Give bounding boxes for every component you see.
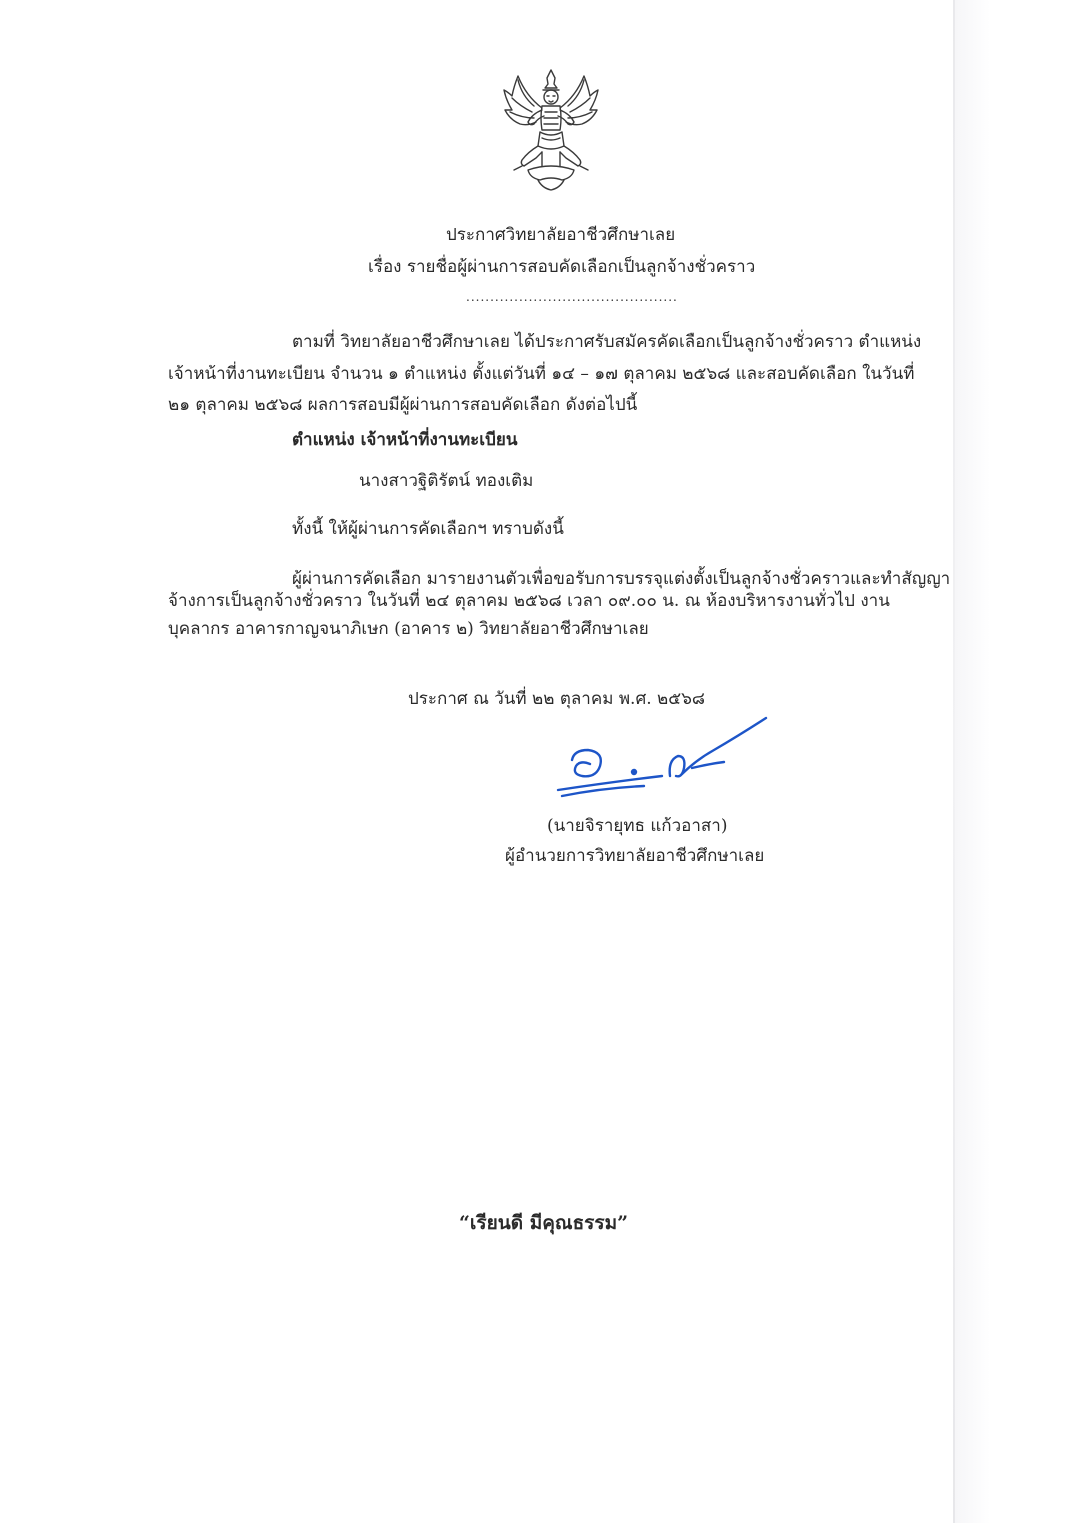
position-heading: ตำแหน่ง เจ้าหน้าที่งานทะเบียน bbox=[292, 430, 518, 450]
instruction-paragraph-line: บุคลากร อาคารกาญจนาภิเษก (อาคาร ๒) วิทยาลัยอาชีวศึกษาเลย bbox=[168, 619, 649, 639]
handwritten-signature bbox=[552, 716, 780, 808]
instruction-paragraph-line: ผู้ผ่านการคัดเลือก มารายงานตัวเพื่อขอรับการบรรจุแต่งตั้งเป็นลูกจ้างชั่วคราวและทำสัญญา bbox=[292, 569, 951, 589]
body-paragraph-line: ๒๑ ตุลาคม ๒๕๖๘ ผลการสอบมีผู้ผ่านการสอบคัดเลือก ดังต่อไปนี้ bbox=[168, 395, 638, 415]
college-motto: “เรียนดี มีคุณธรรม” bbox=[459, 1212, 629, 1234]
page-shadow bbox=[955, 0, 1074, 1523]
announcement-subject: เรื่อง รายชื่อผู้ผ่านการสอบคัดเลือกเป็นลูกจ้างชั่วคราว bbox=[368, 257, 756, 277]
candidate-name: นางสาวฐิติรัตน์ ทองเติม bbox=[359, 471, 534, 491]
instruction-paragraph-line: ทั้งนี้ ให้ผู้ผ่านการคัดเลือกฯ ทราบดังนี้ bbox=[292, 519, 564, 539]
signatory-position: ผู้อำนวยการวิทยาลัยอาชีวศึกษาเลย bbox=[505, 846, 765, 866]
announcement-date: ประกาศ ณ วันที่ ๒๒ ตุลาคม พ.ศ. ๒๕๖๘ bbox=[408, 689, 706, 709]
body-paragraph-line: ตามที่ วิทยาลัยอาชีวศึกษาเลย ได้ประกาศรับสมัครคัดเลือกเป็นลูกจ้างชั่วคราว ตำแหน่ง bbox=[292, 332, 922, 352]
instruction-paragraph-line: จ้างการเป็นลูกจ้างชั่วคราว ในวันที่ ๒๔ ตุลาคม ๒๕๖๘ เวลา ๐๙.๐๐ น. ณ ห้องบริหารงานทั่วไป งาน bbox=[168, 591, 890, 611]
body-paragraph-line: เจ้าหน้าที่งานทะเบียน จำนวน ๑ ตำแหน่ง ตั้งแต่วันที่ ๑๔ – ๑๗ ตุลาคม ๒๕๖๘ และสอบคัดเลือก ในวันที่ bbox=[168, 364, 915, 384]
garuda-emblem-icon bbox=[498, 66, 604, 192]
announcement-title: ประกาศวิทยาลัยอาชีวศึกษาเลย bbox=[446, 225, 676, 245]
title-separator: ............................................ bbox=[466, 290, 678, 304]
signatory-name: (นายจิรายุทธ แก้วอาสา) bbox=[547, 816, 728, 836]
